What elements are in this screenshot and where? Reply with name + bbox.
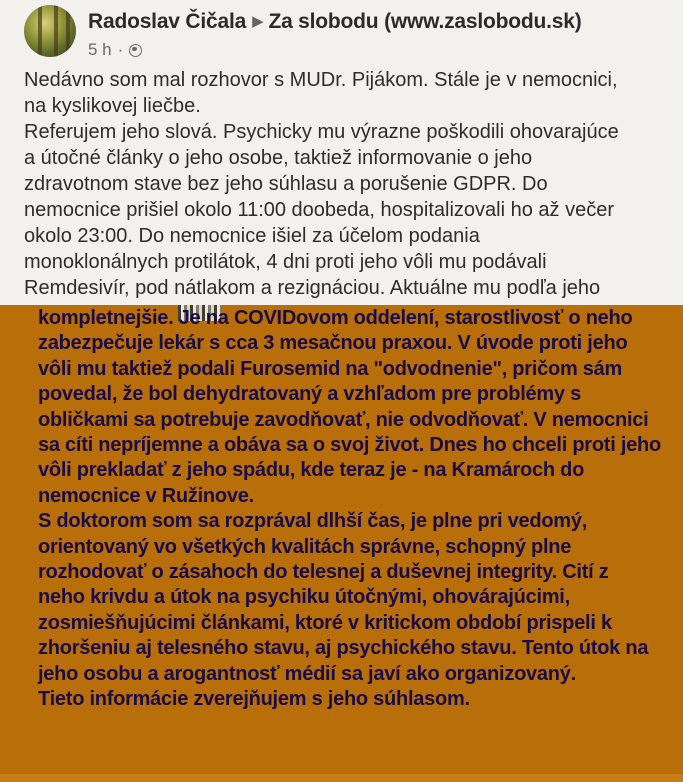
bottom-strip (0, 774, 683, 782)
right-triangle-icon: ▶ (252, 13, 264, 30)
post-time[interactable]: 5 h (88, 40, 112, 59)
text-line: povedal, že bol dehydratovaný a vzhľadom pre problémy s (38, 383, 581, 406)
text-line: okolo 23:00. Do nemocnice išiel za účelom podania (24, 225, 480, 247)
text-line: nemocnice v Ružinove. (38, 484, 254, 507)
group-name[interactable]: Za slobodu (www.zaslobodu.sk) (268, 10, 582, 33)
text-line: monoklonálnych protilátok, 4 dni proti jeho vôli mu podávali (24, 251, 547, 273)
text-line: jeho osobu a arogantnosť médií sa javí ako organizovaný. (38, 662, 576, 685)
text-line: zabezpečuje lekár s cca 3 mesačnou praxou. V úvode proti jeho (38, 332, 628, 355)
text-line: Remdesivír, pod nátlakom a rezignáciou. Aktuálne mu podľa jeho (24, 277, 601, 299)
text-line: na kyslikovej liečbe. (24, 95, 201, 117)
text-line: vôli mu taktiež podali Furosemid na "odvodnenie", pričom sám (38, 357, 623, 380)
meta-separator: · (117, 40, 124, 59)
text-line: Nedávno som mal rozhovor s MUDr. Pijákom. Stále je v nemocnici, (24, 69, 618, 91)
author-name[interactable]: Radoslav Čičala (88, 10, 247, 33)
text-line: nemocnice prišiel okolo 11:00 doobeda, hospitalizovali ho až večer (24, 199, 614, 221)
post-text-bottom (38, 306, 683, 713)
text-line: vôli prekladať z jeho spádu, kde teraz je - na Kramároch do (38, 459, 585, 482)
text-line: S doktorom som sa rozprával dlhší čas, je plne pri vedomý, (38, 510, 588, 533)
text-line: obličkami sa potrebuje zavodňovať, nie odvodňovať. V nemocnici (38, 408, 649, 431)
text-line: Referujem jeho slová. Psychicky mu výrazne poškodili ohovarajúce (24, 121, 619, 143)
text-line: kompletnejšie. Je na COVIDovom oddelení, starostlivosť o neho (38, 307, 633, 329)
author-avatar[interactable] (24, 5, 76, 57)
text-line: a útočné články o jeho osobe, taktiež informovanie o jeho (24, 147, 533, 169)
text-line: zosmiešňujúcimi článkami, ktoré v kritickom období prispeli k (38, 611, 612, 634)
text-line: Tieto informácie zverejňujem s jeho súhlasom. (38, 688, 470, 711)
text-line: sa cíti nepríjemne a obáva sa o svoj život. Dnes ho chceli proti jeho (38, 434, 661, 457)
post-meta (88, 40, 142, 60)
text-line: neho krivdu a útok na psychiku útočnými, ohovárajúcimi, (38, 586, 570, 609)
globe-icon (129, 44, 142, 57)
post-text-top (24, 67, 679, 301)
text-line: orientovaný vo všetkých kvalitách správne, schopný plne (38, 535, 572, 558)
text-line: rozhodovať o zásahoch do telesnej a duševnej integrity. Cití z (38, 561, 609, 584)
post-header (88, 10, 582, 34)
text-line: zdravotnom stave bez jeho súhlasu a porušenie GDPR. Do (24, 173, 548, 195)
text-line: zhoršeniu aj telesného stavu, aj psychického stavu. Tento útok na (38, 637, 649, 660)
